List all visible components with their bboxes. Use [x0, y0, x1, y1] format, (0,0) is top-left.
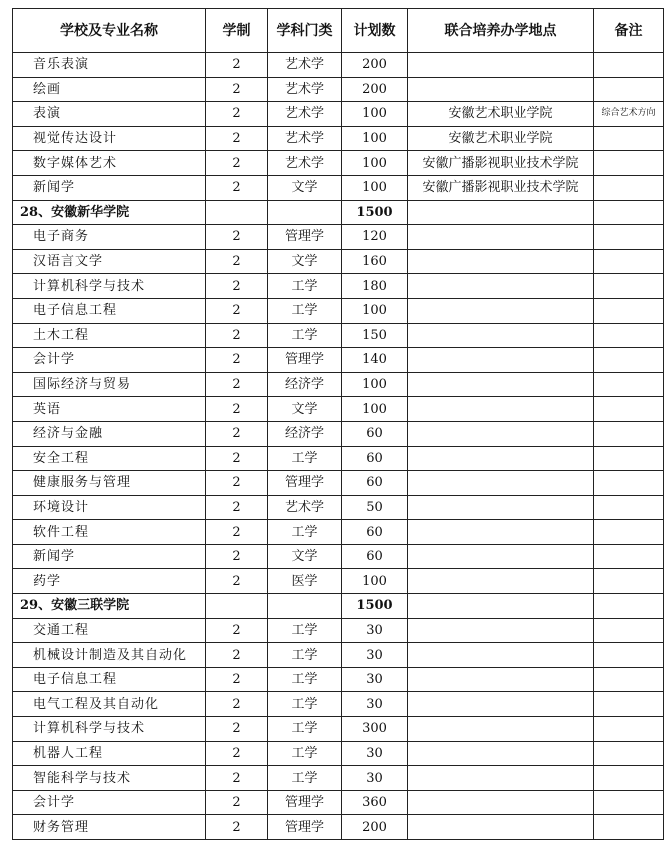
cell-category: [268, 200, 342, 225]
table-row: [13, 692, 664, 717]
cell-category: 艺术学: [268, 151, 342, 176]
table-row: [13, 348, 664, 373]
table-row: [13, 102, 664, 127]
cell-name: 新闻学: [13, 175, 206, 200]
table-row: [13, 225, 664, 250]
cell-note: [594, 667, 664, 692]
cell-years: 2: [206, 53, 268, 78]
cell-site: [408, 692, 594, 717]
cell-note: [594, 790, 664, 815]
cell-note: [594, 643, 664, 668]
cell-category: 工学: [268, 446, 342, 471]
table-row: [13, 618, 664, 643]
cell-site: 安徽广播影视职业技术学院: [408, 175, 594, 200]
cell-plan: 150: [342, 323, 408, 348]
table-row: [13, 471, 664, 496]
cell-site: [408, 77, 594, 102]
table-row: [13, 766, 664, 791]
cell-category: 管理学: [268, 225, 342, 250]
cell-plan: 30: [342, 766, 408, 791]
cell-years: [206, 594, 268, 619]
cell-plan: 160: [342, 249, 408, 274]
table-row: [13, 175, 664, 200]
cell-site: [408, 544, 594, 569]
table-row: [13, 815, 664, 840]
cell-category: 管理学: [268, 815, 342, 840]
cell-plan: 300: [342, 717, 408, 742]
cell-plan: 100: [342, 298, 408, 323]
cell-site: [408, 348, 594, 373]
cell-note: [594, 446, 664, 471]
cell-category: 艺术学: [268, 77, 342, 102]
cell-name: 音乐表演: [13, 53, 206, 78]
cell-years: 2: [206, 298, 268, 323]
table-row: [13, 520, 664, 545]
cell-site: [408, 323, 594, 348]
cell-plan: 30: [342, 741, 408, 766]
cell-name: 药学: [13, 569, 206, 594]
cell-site: [408, 446, 594, 471]
cell-name: 智能科学与技术: [13, 766, 206, 791]
cell-site: [408, 225, 594, 250]
cell-years: 2: [206, 692, 268, 717]
cell-category: 经济学: [268, 372, 342, 397]
cell-note: [594, 544, 664, 569]
cell-plan: 60: [342, 520, 408, 545]
cell-site: [408, 495, 594, 520]
cell-site: [408, 471, 594, 496]
cell-name: 安全工程: [13, 446, 206, 471]
cell-site: [408, 717, 594, 742]
table-row: [13, 372, 664, 397]
cell-note: [594, 421, 664, 446]
cell-site: 安徽广播影视职业技术学院: [408, 151, 594, 176]
cell-site: [408, 53, 594, 78]
cell-site: [408, 790, 594, 815]
cell-note: [594, 225, 664, 250]
cell-note: [594, 175, 664, 200]
cell-note: [594, 569, 664, 594]
cell-plan: 30: [342, 618, 408, 643]
cell-note: [594, 348, 664, 373]
table-row: [13, 717, 664, 742]
cell-site: [408, 274, 594, 299]
cell-note: [594, 53, 664, 78]
cell-years: 2: [206, 77, 268, 102]
header-site: 联合培养办学地点: [408, 9, 594, 53]
cell-name: 软件工程: [13, 520, 206, 545]
table-row: [13, 249, 664, 274]
cell-note: [594, 495, 664, 520]
cell-name: 28、安徽新华学院: [13, 200, 206, 225]
cell-years: 2: [206, 643, 268, 668]
cell-years: 2: [206, 151, 268, 176]
cell-plan: 60: [342, 471, 408, 496]
cell-note: [594, 594, 664, 619]
table-row: [13, 667, 664, 692]
cell-plan: 100: [342, 175, 408, 200]
cell-name: 电子信息工程: [13, 298, 206, 323]
table-row: [13, 643, 664, 668]
cell-note: [594, 323, 664, 348]
cell-site: [408, 741, 594, 766]
cell-name: 新闻学: [13, 544, 206, 569]
cell-plan: 140: [342, 348, 408, 373]
cell-years: 2: [206, 348, 268, 373]
cell-plan: 100: [342, 372, 408, 397]
cell-years: 2: [206, 495, 268, 520]
header-years: 学制: [206, 9, 268, 53]
cell-site: [408, 766, 594, 791]
cell-note: [594, 741, 664, 766]
cell-note: [594, 692, 664, 717]
cell-years: 2: [206, 815, 268, 840]
cell-note: 综合艺术方向: [594, 102, 664, 127]
cell-site: [408, 643, 594, 668]
cell-name: 英语: [13, 397, 206, 422]
cell-name: 计算机科学与技术: [13, 274, 206, 299]
cell-plan: 30: [342, 643, 408, 668]
cell-category: 工学: [268, 323, 342, 348]
cell-note: [594, 815, 664, 840]
table-row: [13, 126, 664, 151]
cell-name: 绘画: [13, 77, 206, 102]
cell-note: [594, 200, 664, 225]
cell-category: 文学: [268, 544, 342, 569]
cell-years: 2: [206, 102, 268, 127]
table-row: [13, 53, 664, 78]
cell-site: [408, 520, 594, 545]
table-row: [13, 569, 664, 594]
cell-plan: 100: [342, 151, 408, 176]
cell-category: 管理学: [268, 348, 342, 373]
cell-plan: 100: [342, 397, 408, 422]
cell-category: 艺术学: [268, 53, 342, 78]
cell-name: 国际经济与贸易: [13, 372, 206, 397]
cell-plan: 60: [342, 421, 408, 446]
cell-name: 会计学: [13, 348, 206, 373]
cell-years: 2: [206, 225, 268, 250]
table-row: [13, 298, 664, 323]
cell-years: 2: [206, 618, 268, 643]
table-row: [13, 544, 664, 569]
cell-site: [408, 618, 594, 643]
cell-category: 经济学: [268, 421, 342, 446]
cell-name: 视觉传达设计: [13, 126, 206, 151]
cell-years: 2: [206, 126, 268, 151]
cell-years: 2: [206, 397, 268, 422]
cell-site: [408, 397, 594, 422]
cell-name: 经济与金融: [13, 421, 206, 446]
cell-years: 2: [206, 667, 268, 692]
cell-category: [268, 594, 342, 619]
cell-name: 数字媒体艺术: [13, 151, 206, 176]
school-row: [13, 594, 664, 619]
cell-note: [594, 126, 664, 151]
cell-plan: 1500: [342, 594, 408, 619]
table-row: [13, 446, 664, 471]
table-row: [13, 741, 664, 766]
cell-name: 电子信息工程: [13, 667, 206, 692]
cell-plan: 60: [342, 446, 408, 471]
cell-site: [408, 594, 594, 619]
cell-site: 安徽艺术职业学院: [408, 126, 594, 151]
table-row: [13, 274, 664, 299]
cell-site: [408, 569, 594, 594]
cell-site: [408, 667, 594, 692]
cell-site: 安徽艺术职业学院: [408, 102, 594, 127]
cell-years: 2: [206, 569, 268, 594]
cell-plan: 180: [342, 274, 408, 299]
cell-note: [594, 151, 664, 176]
cell-category: 文学: [268, 249, 342, 274]
header-row: [13, 9, 664, 53]
cell-plan: 30: [342, 692, 408, 717]
cell-years: 2: [206, 544, 268, 569]
cell-category: 文学: [268, 397, 342, 422]
cell-name: 电气工程及其自动化: [13, 692, 206, 717]
cell-years: 2: [206, 249, 268, 274]
cell-site: [408, 200, 594, 225]
cell-category: 工学: [268, 766, 342, 791]
cell-note: [594, 471, 664, 496]
cell-note: [594, 397, 664, 422]
cell-site: [408, 298, 594, 323]
cell-category: 工学: [268, 717, 342, 742]
cell-plan: 200: [342, 815, 408, 840]
table-row: [13, 421, 664, 446]
cell-name: 环境设计: [13, 495, 206, 520]
cell-name: 土木工程: [13, 323, 206, 348]
cell-name: 会计学: [13, 790, 206, 815]
cell-category: 管理学: [268, 471, 342, 496]
cell-category: 工学: [268, 274, 342, 299]
cell-category: 工学: [268, 667, 342, 692]
cell-plan: 100: [342, 102, 408, 127]
cell-plan: 360: [342, 790, 408, 815]
header-note: 备注: [594, 9, 664, 53]
cell-years: 2: [206, 323, 268, 348]
cell-note: [594, 77, 664, 102]
cell-site: [408, 815, 594, 840]
enrollment-plan-table: [12, 8, 664, 840]
cell-years: 2: [206, 717, 268, 742]
table-row: [13, 397, 664, 422]
cell-plan: 60: [342, 544, 408, 569]
cell-name: 健康服务与管理: [13, 471, 206, 496]
cell-note: [594, 249, 664, 274]
cell-category: 工学: [268, 298, 342, 323]
cell-years: 2: [206, 471, 268, 496]
cell-plan: 200: [342, 77, 408, 102]
cell-site: [408, 249, 594, 274]
cell-category: 工学: [268, 643, 342, 668]
table-row: [13, 77, 664, 102]
cell-plan: 1500: [342, 200, 408, 225]
cell-plan: 120: [342, 225, 408, 250]
cell-category: 艺术学: [268, 126, 342, 151]
cell-site: [408, 421, 594, 446]
cell-note: [594, 520, 664, 545]
cell-name: 计算机科学与技术: [13, 717, 206, 742]
cell-note: [594, 372, 664, 397]
cell-years: 2: [206, 790, 268, 815]
cell-note: [594, 618, 664, 643]
cell-category: 医学: [268, 569, 342, 594]
cell-plan: 30: [342, 667, 408, 692]
header-school-major: 学校及专业名称: [13, 9, 206, 53]
cell-years: 2: [206, 175, 268, 200]
table-row: [13, 323, 664, 348]
table-row: [13, 151, 664, 176]
cell-category: 管理学: [268, 790, 342, 815]
cell-note: [594, 766, 664, 791]
cell-name: 机械设计制造及其自动化: [13, 643, 206, 668]
cell-years: 2: [206, 274, 268, 299]
cell-name: 机器人工程: [13, 741, 206, 766]
cell-note: [594, 274, 664, 299]
table-row: [13, 495, 664, 520]
header-plan: 计划数: [342, 9, 408, 53]
cell-plan: 100: [342, 569, 408, 594]
cell-category: 艺术学: [268, 495, 342, 520]
cell-note: [594, 717, 664, 742]
cell-category: 工学: [268, 741, 342, 766]
cell-years: 2: [206, 741, 268, 766]
cell-plan: 50: [342, 495, 408, 520]
header-category: 学科门类: [268, 9, 342, 53]
cell-years: 2: [206, 766, 268, 791]
cell-name: 汉语言文学: [13, 249, 206, 274]
cell-category: 工学: [268, 618, 342, 643]
cell-years: 2: [206, 520, 268, 545]
cell-name: 财务管理: [13, 815, 206, 840]
cell-name: 交通工程: [13, 618, 206, 643]
cell-category: 工学: [268, 520, 342, 545]
cell-category: 文学: [268, 175, 342, 200]
table-row: [13, 790, 664, 815]
cell-category: 艺术学: [268, 102, 342, 127]
cell-site: [408, 372, 594, 397]
cell-name: 表演: [13, 102, 206, 127]
cell-category: 工学: [268, 692, 342, 717]
cell-note: [594, 298, 664, 323]
cell-years: [206, 200, 268, 225]
cell-years: 2: [206, 421, 268, 446]
school-row: [13, 200, 664, 225]
cell-plan: 200: [342, 53, 408, 78]
cell-name: 电子商务: [13, 225, 206, 250]
cell-years: 2: [206, 372, 268, 397]
cell-name: 29、安徽三联学院: [13, 594, 206, 619]
cell-plan: 100: [342, 126, 408, 151]
cell-years: 2: [206, 446, 268, 471]
